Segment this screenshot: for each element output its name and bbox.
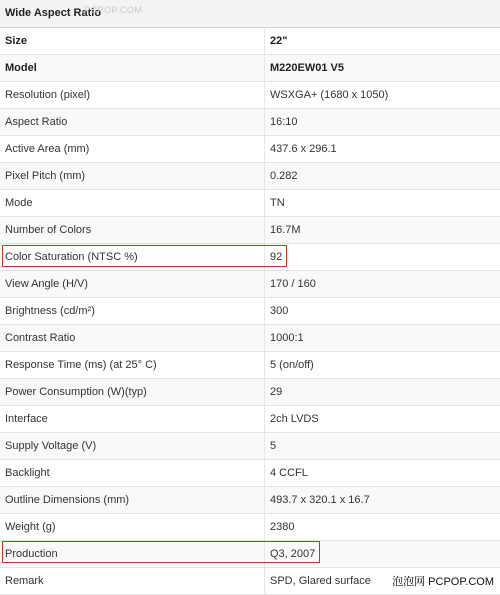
watermark-bottom: 泡泡网 PCPOP.COM [390,573,496,589]
table-row [0,433,500,460]
row-value: 2380 [265,514,500,541]
table-row [0,163,500,190]
row-value: WSXGA+ (1680 x 1050) [265,82,500,109]
row-label: Weight (g) [0,514,265,541]
row-value: 493.7 x 320.1 x 16.7 [265,487,500,514]
table-row [0,217,500,244]
table-row [0,136,500,163]
row-value: 5 (on/off) [265,352,500,379]
row-label: Pixel Pitch (mm) [0,163,265,190]
table-row [0,514,500,541]
table-row [0,271,500,298]
row-label: Resolution (pixel) [0,82,265,109]
row-value: 22" [265,28,500,55]
row-value: 0.282 [265,163,500,190]
row-value: 300 [265,298,500,325]
table-row [0,109,500,136]
table-row [0,28,500,55]
row-label: View Angle (H/V) [0,271,265,298]
table-row [0,379,500,406]
row-label: Response Time (ms) (at 25° C) [0,352,265,379]
table-title: Wide Aspect Ratio [5,7,101,19]
row-value: Q3, 2007 [265,541,500,568]
row-value: SPD, Glared surface [265,568,500,595]
row-value: 2ch LVDS [265,406,500,433]
table-row [0,325,500,352]
watermark-top: PCPOP.COM [84,5,142,15]
row-label: Contrast Ratio [0,325,265,352]
row-label: Supply Voltage (V) [0,433,265,460]
row-label: Brightness (cd/m²) [0,298,265,325]
row-label: Remark [0,568,265,595]
row-value: 16:10 [265,109,500,136]
row-label: Size [0,28,265,55]
table-row [0,541,500,568]
row-value: 170 / 160 [265,271,500,298]
table-row [0,244,500,271]
row-label: Aspect Ratio [0,109,265,136]
row-label: Backlight [0,460,265,487]
row-label: Model [0,55,265,82]
row-label: Power Consumption (W)(typ) [0,379,265,406]
row-label: Outline Dimensions (mm) [0,487,265,514]
table-row [0,55,500,82]
table-row [0,460,500,487]
table-row [0,190,500,217]
row-value: 437.6 x 296.1 [265,136,500,163]
table-row [0,298,500,325]
row-label: Number of Colors [0,217,265,244]
row-value: 29 [265,379,500,406]
row-label: Interface [0,406,265,433]
table-row [0,487,500,514]
row-value: 5 [265,433,500,460]
row-label: Production [0,541,265,568]
row-label: Mode [0,190,265,217]
row-value: 1000:1 [265,325,500,352]
table-header [0,0,500,28]
spec-table [0,28,500,595]
table-row [0,82,500,109]
row-value: 92 [265,244,500,271]
row-value: 16.7M [265,217,500,244]
row-value: TN [265,190,500,217]
table-row [0,406,500,433]
row-label: Active Area (mm) [0,136,265,163]
row-value: M220EW01 V5 [265,55,500,82]
row-value: 4 CCFL [265,460,500,487]
row-label: Color Saturation (NTSC %) [0,244,265,271]
table-row [0,352,500,379]
